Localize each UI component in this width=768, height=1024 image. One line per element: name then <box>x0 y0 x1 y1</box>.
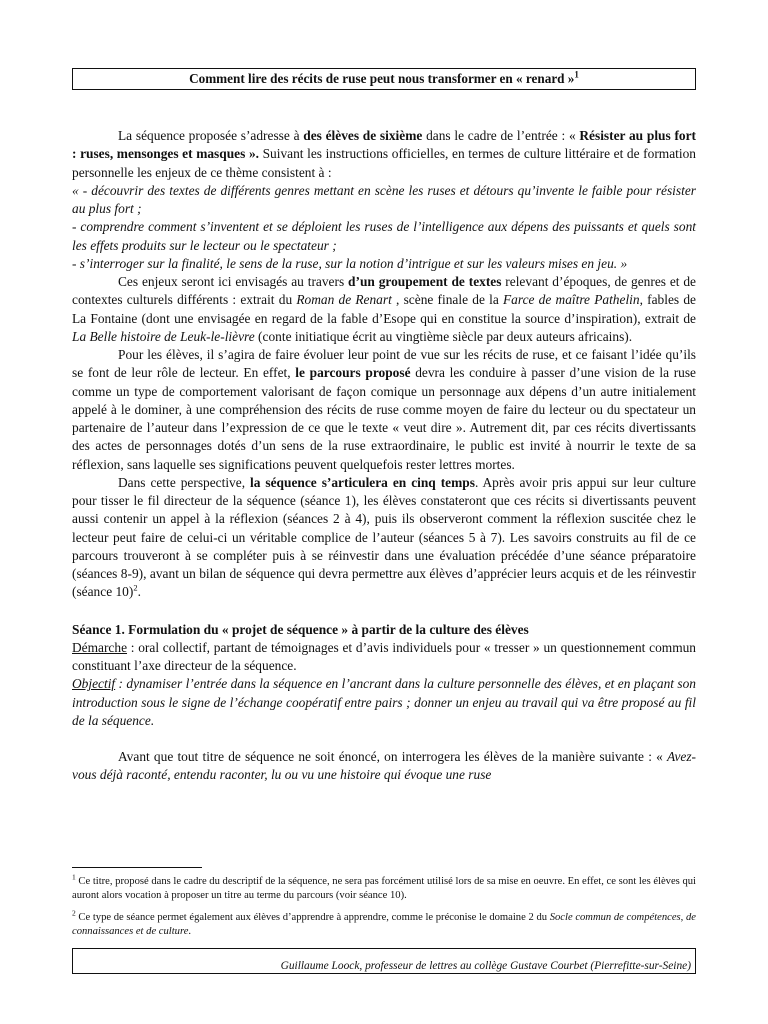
text-run: : oral collectif, partant de témoignages et d’avis individuels pour « tresser » un questionnement commun constituant l’axe directeur de la séquence. <box>72 639 696 673</box>
text-run: devra les conduire à passer d’une vision de la ruse comme un type de comportement valorisant de façon comique un personnage aux dépens d’un autre initialement appelé à le dominer, à une compréhension des récits de ruse comme moyen de faire du lecteur ou du spectateur un partenaire de l’auteur dans l’expression de ce que le texte « veut dire ». Autrement dit, par ces récits divertissants des actes de personnages dotés d’un sens de la ruse extraordinaire, le public est invité à nourrir le texte de sa réflexion, sans laquelle ses significations peuvent quelquefois rester lettres mortes. <box>72 365 697 472</box>
text-run: . <box>137 584 141 600</box>
title-footnote-ref[interactable]: 1 <box>574 69 579 80</box>
footnote-separator <box>72 867 202 868</box>
bold-run: la séquence s’articulera en cinq temps <box>250 474 475 490</box>
stake-item-2: - comprendre comment s’inventent et se déploient les ruses de l’intelligence aux dépens des puissants et quels sont les effets produits sur le lecteur ou le spectateur ; <box>72 219 696 253</box>
objectif-line <box>72 675 696 730</box>
author-credit <box>72 948 696 974</box>
text-run: relevant d’époques, de genres et de contextes culturels différents : extrait du <box>72 274 696 308</box>
footnotes <box>72 872 696 947</box>
text-run: Ces enjeux seront ici envisagés au travers <box>118 274 349 289</box>
demarche-line <box>72 639 696 676</box>
bold-run: le parcours proposé <box>295 365 411 381</box>
text-run: . <box>188 926 192 937</box>
text-run: , scène finale de la <box>391 292 503 308</box>
title-text: Comment lire des récits de ruse peut nous transformer en « renard » <box>189 71 575 86</box>
text-run: Ce type de séance permet également aux élèves d’apprendre à apprendre, comme le préconise le domaine 2 du <box>75 912 550 923</box>
demarche-label: Démarche <box>72 639 128 655</box>
italic-run: Farce de maître Pathelin <box>502 292 640 308</box>
parcours-paragraph <box>72 346 696 474</box>
corpus-paragraph <box>72 273 696 346</box>
structure-paragraph <box>72 474 696 602</box>
stake-item-3: - s’interroger sur la finalité, le sens de la ruse, sur la notion d’intrigue et sur les valeurs mises en jeu. » <box>72 255 628 271</box>
intro-paragraph <box>72 127 696 182</box>
author-text: Guillaume Loock, professeur de lettres au collège Gustave Courbet (Pierrefitte-sur-Seine) <box>280 960 691 972</box>
question-paragraph <box>72 748 696 785</box>
stake-item-1: « - découvrir des textes de différents genres mettant en scène les ruses et détours qu’invente le faible pour résister au plus fort ; <box>72 182 696 216</box>
footnote-2 <box>72 908 696 939</box>
footnote-1-marker: 1 <box>72 872 76 882</box>
objectif-label: Objectif <box>72 676 116 692</box>
bold-run: d’un groupement de textes <box>348 274 502 289</box>
document-body <box>72 127 696 785</box>
text-run: La séquence proposée s’adresse à <box>118 128 304 143</box>
text-run: Avant que tout titre de séquence ne soit énoncé, on interrogera les élèves de la manière suivante : « <box>118 749 667 764</box>
seance1-heading: Séance 1. Formulation du « projet de séquence » à partir de la culture des élèves <box>72 621 529 637</box>
text-run: (conte initiatique écrit au vingtième siècle par deux auteurs africains). <box>254 328 633 344</box>
italic-run: Avez-vous déjà raconté, entendu raconter, lu ou vu une histoire qui évoque une ruse <box>72 749 696 783</box>
footnote-ref-2[interactable]: 2 <box>133 582 138 593</box>
text-run: Ce titre, proposé dans le cadre du descriptif de la séquence, ne sera pas forcément utilisé lors de sa mise en oeuvre. En effet, ce sont les élèves qui auront alors vocation à proposer un titre au terme du parcours (voir séance 10). <box>72 876 696 901</box>
footnote-2-marker: 2 <box>72 908 76 918</box>
text-run: . Après avoir pris appui sur leur culture pour tisser le fil directeur de la séquence (séance 1), les élèves constateront que ces récits si divertissants peuvent aussi contenir un appel à la réflexion (séances 2 à 4), puis ils observeront comment la réflexion suscitée chez le lecteur peut faire de celui-ci un véritable complice de l’auteur (séances 5 à 7). Les savoirs construits au fil de ce parcours trouveront à se compléter puis à se réinvestir dans une évaluation précédée d’une séance préparatoire (séances 8-9), avant un bilan de séquence qui devra permettre aux élèves d’apprécier leurs acquis et de les réinvestir (séance 10) <box>72 474 697 600</box>
text-run: , fables de La Fontaine (dont une envisagée en regard de la fable d’Esope qui en constitue la source d’inspiration), extrait de <box>72 292 696 326</box>
italic-run: Socle commun de compétences, de connaissances et de culture <box>72 912 696 937</box>
text-run: Pour les élèves, il s’agira de faire évoluer leur point de vue sur les récits de ruse, et ce faisant l’idée qu’ils se font de leur rôle de lecteur. En effet, <box>72 347 696 381</box>
document-title <box>72 68 696 90</box>
italic-run: Roman de Renart <box>296 292 392 308</box>
text-run: Suivant les instructions officielles, en termes de culture littéraire et de formation personnelle les enjeux de ce thème consistent à : <box>72 146 696 180</box>
footnote-1 <box>72 872 696 903</box>
italic-run: La Belle histoire de Leuk-le-lièvre <box>72 328 255 344</box>
text-run: : dynamiser l’entrée dans la séquence en l’ancrant dans la culture personnelle des élèves, et en plaçant son introduction sous le signe de l’échange coopératif entre pairs ; donner un enjeu au travail qui va être proposé au fil de la séquence. <box>72 676 696 728</box>
text-run: dans le cadre de l’entrée : « <box>422 128 580 143</box>
bold-run: Résister au plus fort : ruses, mensonges et masques ». <box>72 128 696 162</box>
text-run: Dans cette perspective, <box>118 474 251 490</box>
bold-run: des élèves de sixième <box>303 128 423 143</box>
